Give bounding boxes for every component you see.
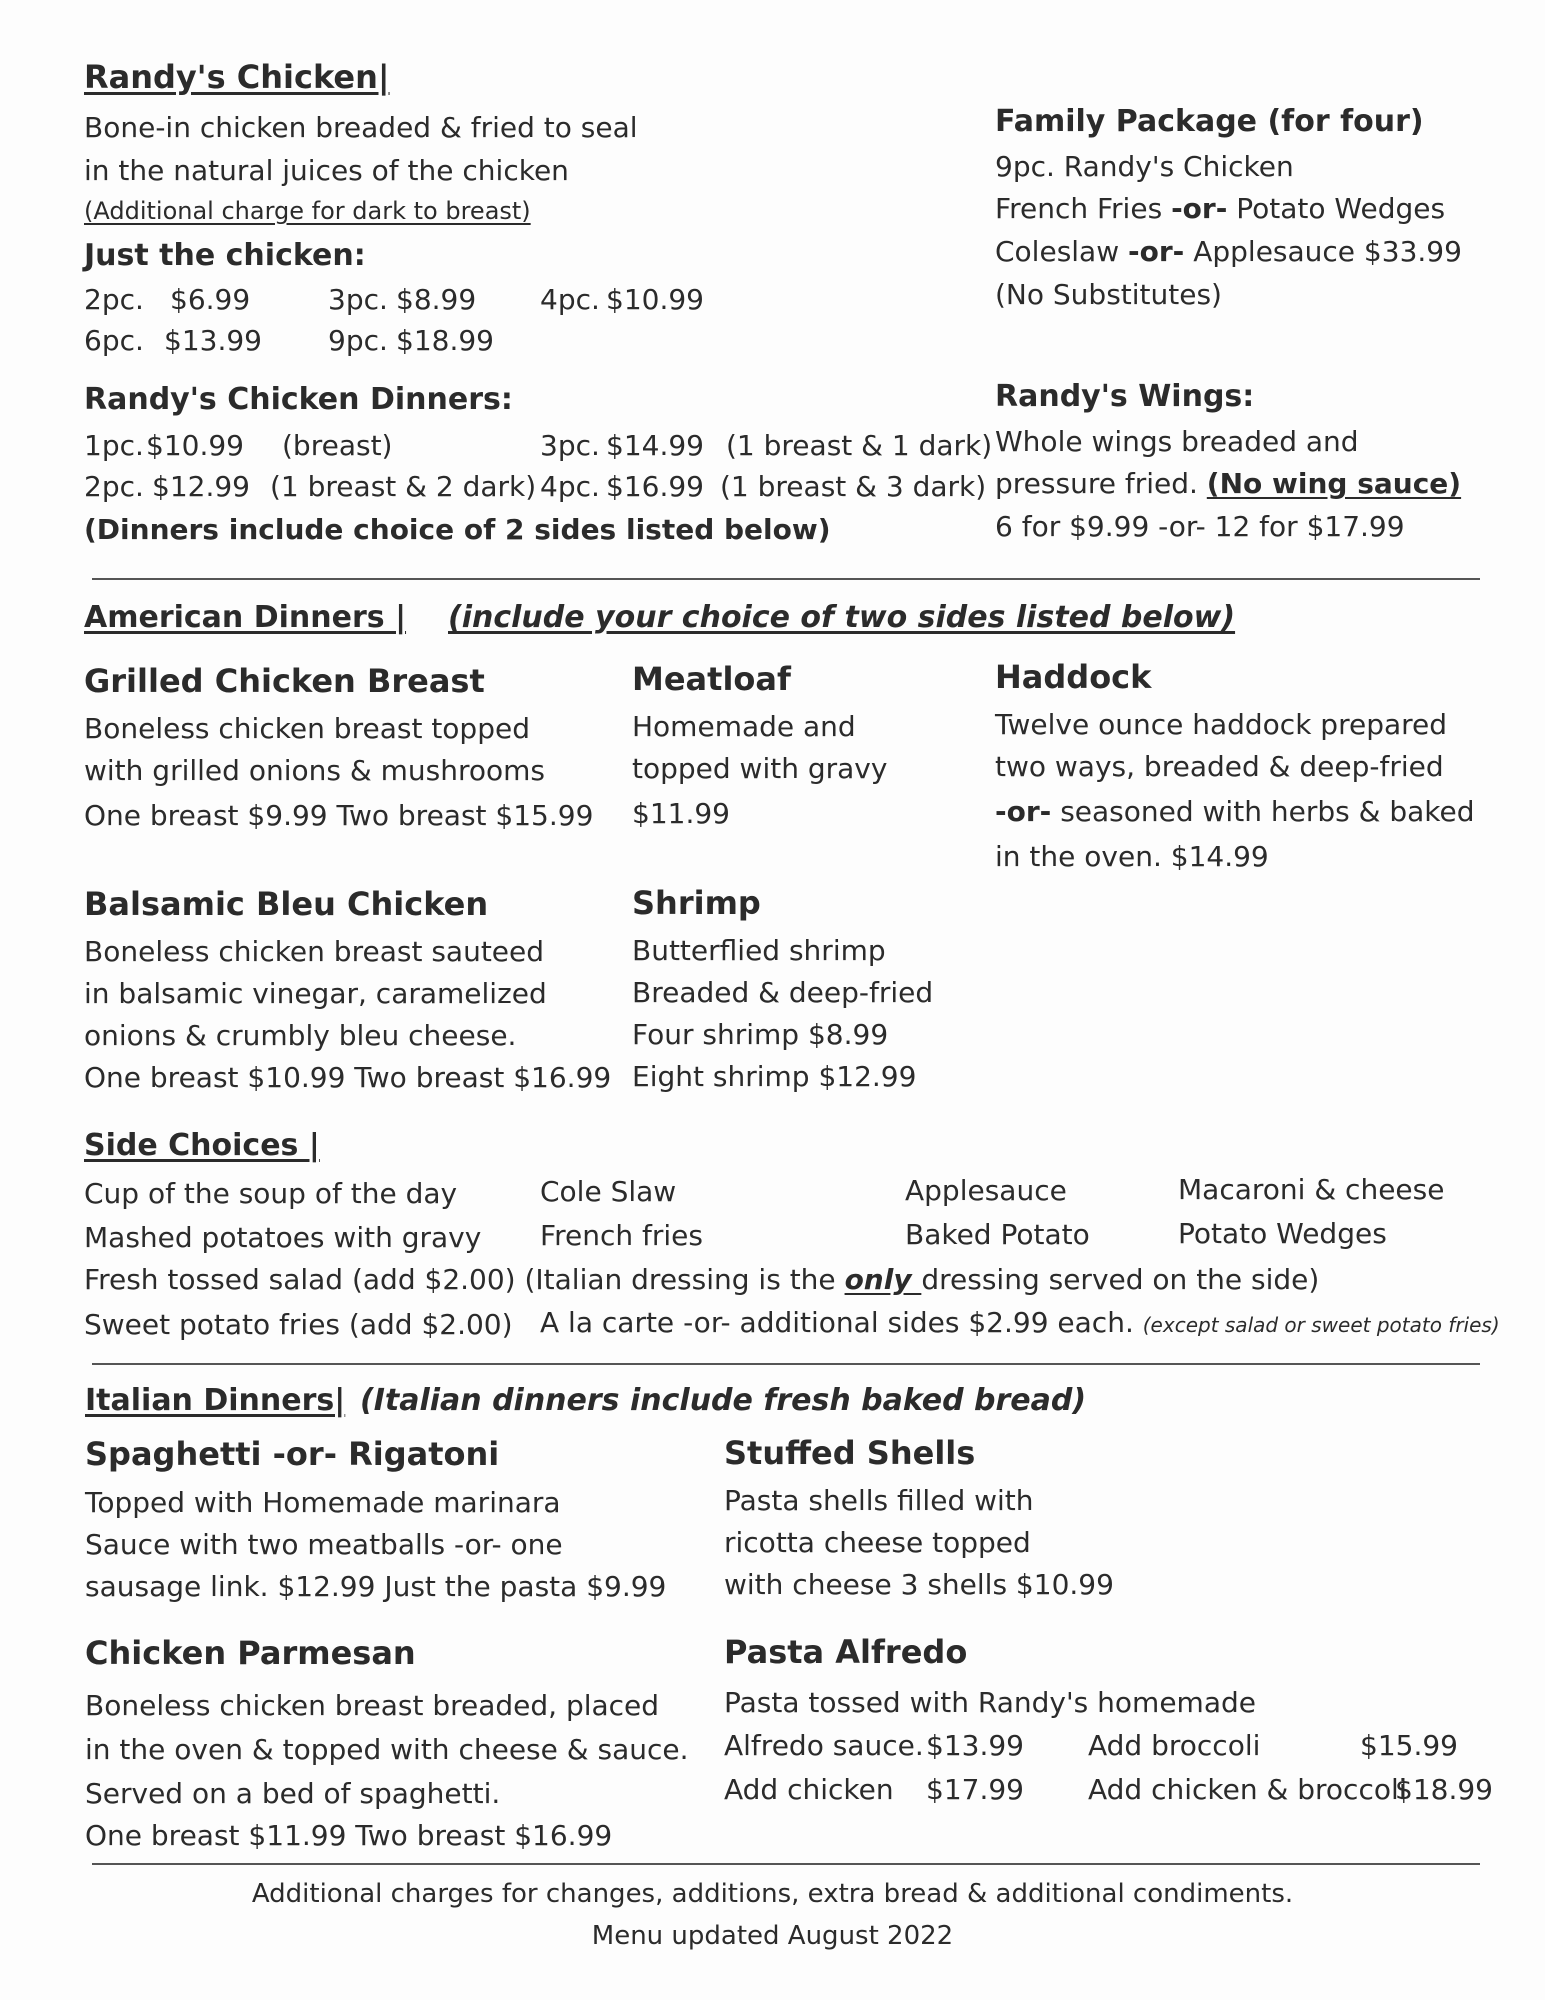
- spaghetti-line-1: Topped with Homemade marinara: [85, 1486, 561, 1519]
- price-9pc-label: 9pc.: [328, 324, 388, 357]
- meatloaf-line-2: topped with gravy: [632, 752, 888, 785]
- price-2pc: $6.99: [170, 283, 251, 316]
- price-3pc: $8.99: [396, 283, 477, 316]
- italian-dinners-note: (Italian dinners include fresh baked bread): [360, 1383, 1087, 1418]
- grilled-chicken-title: Grilled Chicken Breast: [84, 662, 485, 700]
- haddock-title: Haddock: [995, 658, 1152, 696]
- shrimp-line-4: Eight shrimp $12.99: [632, 1060, 917, 1093]
- add-chicken-broccoli-label: Add chicken & broccoli: [1088, 1773, 1407, 1806]
- haddock-line-4: in the oven. $14.99: [995, 840, 1269, 873]
- just-chicken-heading: Just the chicken:: [84, 238, 366, 273]
- wings-line-2: pressure fried. (No wing sauce): [995, 467, 1462, 500]
- side-soup: Cup of the soup of the day: [84, 1177, 458, 1210]
- side-salad: Fresh tossed salad (add $2.00) (Italian dressing is the only dressing served on the side): [84, 1263, 1320, 1296]
- add-chicken-label: Add chicken: [724, 1773, 894, 1806]
- haddock-line-1: Twelve ounce haddock prepared: [995, 708, 1448, 741]
- family-package-heading: Family Package (for four): [995, 104, 1424, 139]
- add-chicken-price: $17.99: [926, 1773, 1024, 1806]
- spaghetti-line-2: Sauce with two meatballs -or- one: [85, 1528, 563, 1561]
- dark-charge-note: (Additional charge for dark to breast): [84, 197, 531, 225]
- dinner-4pc-label: 4pc.: [540, 470, 600, 503]
- dinner-1pc-label: 1pc.: [84, 429, 144, 462]
- price-4pc-label: 4pc.: [540, 283, 600, 316]
- family-no-substitutes: (No Substitutes): [995, 278, 1222, 311]
- side-cole-slaw: Cole Slaw: [540, 1175, 677, 1208]
- dinners-sides-note: (Dinners include choice of 2 sides listed below): [84, 513, 831, 546]
- family-line-2: French Fries -or- Potato Wedges: [995, 192, 1446, 225]
- balsamic-chicken-title: Balsamic Bleu Chicken: [84, 885, 489, 923]
- dinner-2pc-desc: (1 breast & 2 dark): [270, 470, 537, 503]
- side-choices-heading: Side Choices |: [84, 1128, 320, 1163]
- randys-chicken-heading: Randy's Chicken|: [84, 58, 390, 96]
- shrimp-line-3: Four shrimp $8.99: [632, 1018, 889, 1051]
- price-2pc-label: 2pc.: [84, 283, 144, 316]
- balsamic-line-3: onions & crumbly bleu cheese.: [84, 1019, 517, 1052]
- meatloaf-line-1: Homemade and: [632, 710, 856, 743]
- grilled-line-1: Boneless chicken breast topped: [84, 712, 530, 745]
- dinner-4pc-price: $16.99: [606, 470, 704, 503]
- side-mashed-potatoes: Mashed potatoes with gravy: [84, 1221, 482, 1254]
- alfredo-sauce-price: $13.99: [926, 1729, 1024, 1762]
- grilled-line-3: One breast $9.99 Two breast $15.99: [84, 799, 594, 832]
- footer-charges-note: Additional charges for changes, additions, extra bread & additional condiments.: [251, 1879, 1294, 1909]
- parmesan-line-4: One breast $11.99 Two breast $16.99: [85, 1819, 613, 1852]
- shrimp-title: Shrimp: [632, 884, 761, 922]
- alfredo-line-1: Pasta tossed with Randy's homemade: [724, 1686, 1256, 1719]
- balsamic-line-1: Boneless chicken breast sauteed: [84, 935, 545, 968]
- side-mac-cheese: Macaroni & cheese: [1178, 1173, 1445, 1206]
- wings-heading: Randy's Wings:: [995, 379, 1255, 414]
- divider-2: [92, 1363, 1480, 1365]
- side-sweet-potato-fries: Sweet potato fries (add $2.00): [84, 1308, 513, 1341]
- shells-line-2: ricotta cheese topped: [724, 1526, 1031, 1559]
- pasta-alfredo-title: Pasta Alfredo: [724, 1633, 968, 1671]
- parmesan-line-3: Served on a bed of spaghetti.: [85, 1777, 501, 1810]
- spaghetti-line-3: sausage link. $12.99 Just the pasta $9.99: [85, 1570, 667, 1603]
- chicken-dinners-heading: Randy's Chicken Dinners:: [84, 382, 513, 417]
- price-6pc-label: 6pc.: [84, 324, 144, 357]
- spaghetti-title: Spaghetti -or- Rigatoni: [85, 1435, 500, 1473]
- american-dinners-note: (include your choice of two sides listed below): [448, 600, 1236, 635]
- parmesan-line-1: Boneless chicken breast breaded, placed: [85, 1689, 660, 1722]
- side-french-fries: French fries: [540, 1219, 703, 1252]
- haddock-line-2: two ways, breaded & deep-fried: [995, 750, 1444, 783]
- american-dinners-heading: American Dinners |: [84, 600, 407, 635]
- dinner-3pc-label: 3pc.: [540, 429, 600, 462]
- add-chicken-broccoli-price: $18.99: [1395, 1773, 1493, 1806]
- wings-line-1: Whole wings breaded and: [995, 425, 1359, 458]
- shells-line-1: Pasta shells filled with: [724, 1484, 1034, 1517]
- no-wing-sauce-note: (No wing sauce): [1206, 467, 1462, 500]
- price-4pc: $10.99: [606, 283, 704, 316]
- side-applesauce: Applesauce: [905, 1174, 1067, 1207]
- price-9pc: $18.99: [396, 324, 494, 357]
- add-broccoli-price: $15.99: [1360, 1729, 1458, 1762]
- balsamic-line-2: in balsamic vinegar, caramelized: [84, 977, 547, 1010]
- side-baked-potato: Baked Potato: [905, 1218, 1090, 1251]
- meatloaf-price: $11.99: [632, 797, 730, 830]
- divider-1: [92, 578, 1480, 580]
- haddock-line-3: -or- seasoned with herbs & baked: [995, 795, 1475, 828]
- italian-dinners-heading: Italian Dinners|: [85, 1383, 346, 1418]
- shrimp-line-1: Butterflied shrimp: [632, 934, 886, 967]
- chicken-parmesan-title: Chicken Parmesan: [85, 1634, 416, 1672]
- dinner-1pc-price: $10.99: [146, 429, 244, 462]
- stuffed-shells-title: Stuffed Shells: [724, 1434, 976, 1472]
- divider-3: [92, 1863, 1480, 1865]
- family-line-1: 9pc. Randy's Chicken: [995, 150, 1294, 183]
- side-a-la-carte: A la carte -or- additional sides $2.99 each. (except salad or sweet potato fries): [540, 1306, 1500, 1339]
- shells-line-3: with cheese 3 shells $10.99: [724, 1568, 1114, 1601]
- price-6pc: $13.99: [164, 324, 262, 357]
- footer-menu-updated: Menu updated August 2022: [591, 1921, 954, 1951]
- grilled-line-2: with grilled onions & mushrooms: [84, 754, 545, 787]
- meatloaf-title: Meatloaf: [632, 660, 791, 698]
- dinner-3pc-desc: (1 breast & 1 dark): [726, 429, 993, 462]
- wings-line-3: 6 for $9.99 -or- 12 for $17.99: [995, 510, 1405, 543]
- chicken-desc-line-1: Bone-in chicken breaded & fried to seal: [84, 111, 638, 144]
- dinner-3pc-price: $14.99: [606, 429, 704, 462]
- alfredo-sauce-label: Alfredo sauce.: [724, 1729, 924, 1762]
- family-line-3: Coleslaw -or- Applesauce $33.99: [995, 235, 1462, 268]
- chicken-desc-line-2: in the natural juices of the chicken: [84, 154, 569, 187]
- dinner-1pc-desc: (breast): [282, 429, 393, 462]
- balsamic-line-4: One breast $10.99 Two breast $16.99: [84, 1061, 612, 1094]
- dinner-2pc-price: $12.99: [152, 470, 250, 503]
- dinner-2pc-label: 2pc.: [84, 470, 144, 503]
- dinner-4pc-desc: (1 breast & 3 dark): [720, 470, 987, 503]
- side-potato-wedges: Potato Wedges: [1178, 1217, 1387, 1250]
- price-3pc-label: 3pc.: [328, 283, 388, 316]
- shrimp-line-2: Breaded & deep-fried: [632, 976, 934, 1009]
- add-broccoli-label: Add broccoli: [1088, 1729, 1261, 1762]
- parmesan-line-2: in the oven & topped with cheese & sauce.: [85, 1733, 689, 1766]
